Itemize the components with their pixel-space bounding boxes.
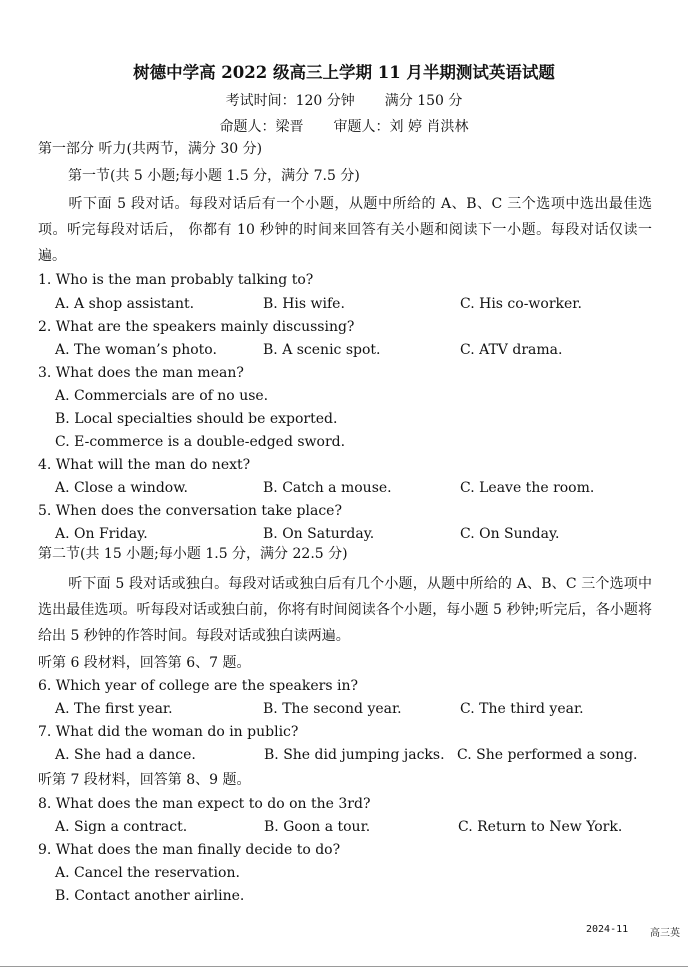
q9-option-a: A. Cancel the reservation. bbox=[55, 865, 240, 881]
q3-option-a: A. Commercials are of no use. bbox=[55, 388, 269, 404]
section2-instructions bbox=[38, 571, 652, 649]
q4-option-c: C. Leave the room. bbox=[460, 480, 595, 496]
question-2: 2. What are the speakers mainly discussing? bbox=[38, 319, 355, 335]
material-7-note: 听第 7 段材料，回答第 8、9 题。 bbox=[38, 772, 251, 788]
q6-option-b: B. The second year. bbox=[263, 701, 402, 717]
q5-option-c: C. On Sunday. bbox=[460, 526, 560, 542]
q1-option-c: C. His co-worker. bbox=[460, 296, 582, 312]
page-bottom-rule bbox=[0, 966, 688, 967]
question-setter: 命题人：梁晋 bbox=[219, 119, 304, 135]
section2-heading: 第二节(共 15 小题;每小题 1.5 分，满分 22.5 分) bbox=[38, 546, 348, 562]
q6-option-a: A. The first year. bbox=[55, 701, 173, 717]
q5-option-b: B. On Saturday. bbox=[263, 526, 375, 542]
page-title: 树德中学高 2022 级高三上学期 11 月半期测试英语试题 bbox=[133, 63, 555, 82]
q7-option-b: B. She did jumping jacks. bbox=[264, 747, 445, 763]
footer-date: 2024-11 bbox=[586, 924, 629, 935]
section2-instructions-text: 听下面 5 段对话或独白。每段对话或独白后有几个小题，从题中所给的 A、B、C 三个选项中选出最佳选项。听每段对话或独白前，你将有时间阅读各个小题，每小题 5 秒钟;听完后，各小题将给出 5 秒钟的作答时间。每段对话或独白读两遍。 bbox=[38, 576, 652, 644]
question-1: 1. Who is the man probably talking to? bbox=[38, 272, 314, 288]
question-7: 7. What did the woman do in public? bbox=[38, 724, 299, 740]
material-6-note: 听第 6 段材料，回答第 6、7 题。 bbox=[38, 655, 251, 671]
q5-option-a: A. On Friday. bbox=[55, 526, 148, 542]
q3-option-b: B. Local specialties should be exported. bbox=[55, 411, 338, 427]
q8-option-a: A. Sign a contract. bbox=[55, 819, 188, 835]
full-score: 满分 150 分 bbox=[384, 93, 463, 109]
question-5: 5. When does the conversation take place? bbox=[38, 503, 342, 519]
question-4: 4. What will the man do next? bbox=[38, 457, 251, 473]
q1-option-a: A. A shop assistant. bbox=[55, 296, 195, 312]
question-3: 3. What does the man mean? bbox=[38, 365, 244, 381]
q2-option-a: A. The woman’s photo. bbox=[55, 342, 217, 358]
q2-option-b: B. A scenic spot. bbox=[263, 342, 381, 358]
q8-option-c: C. Return to New York. bbox=[458, 819, 623, 835]
q9-option-b: B. Contact another airline. bbox=[55, 888, 245, 904]
question-6: 6. Which year of college are the speakers in? bbox=[38, 678, 358, 694]
author-line bbox=[0, 118, 688, 136]
section1-heading: 第一节(共 5 小题;每小题 1.5 分，满分 7.5 分) bbox=[68, 168, 360, 184]
question-9: 9. What does the man finally decide to do? bbox=[38, 842, 341, 858]
section1-instructions bbox=[38, 191, 652, 269]
q4-option-b: B. Catch a mouse. bbox=[263, 480, 392, 496]
question-8: 8. What does the man expect to do on the 3rd? bbox=[38, 796, 371, 812]
footer-label: 高三英 bbox=[650, 928, 680, 939]
q1-option-b: B. His wife. bbox=[263, 296, 345, 312]
q7-option-a: A. She had a dance. bbox=[55, 747, 196, 763]
question-reviewer: 审题人：刘 婷 肖洪林 bbox=[333, 119, 469, 135]
q3-option-c: C. E-commerce is a double-edged sword. bbox=[55, 434, 346, 450]
q8-option-b: B. Goon a tour. bbox=[264, 819, 371, 835]
q2-option-c: C. ATV drama. bbox=[460, 342, 563, 358]
q4-option-a: A. Close a window. bbox=[55, 480, 188, 496]
exam-time: 考试时间：120 分钟 bbox=[225, 93, 355, 109]
exam-info-line bbox=[0, 92, 688, 110]
part1-heading: 第一部分 听力(共两节，满分 30 分) bbox=[38, 141, 263, 157]
q7-option-c: C. She performed a song. bbox=[457, 747, 638, 763]
q6-option-c: C. The third year. bbox=[460, 701, 584, 717]
section1-instructions-text: 听下面 5 段对话。每段对话后有一个小题，从题中所给的 A、B、C 三个选项中选出最佳选项。听完每段对话后， 你都有 10 秒钟的时间来回答有关小题和阅读下一小题。每段对话仅读一遍。 bbox=[38, 196, 652, 264]
